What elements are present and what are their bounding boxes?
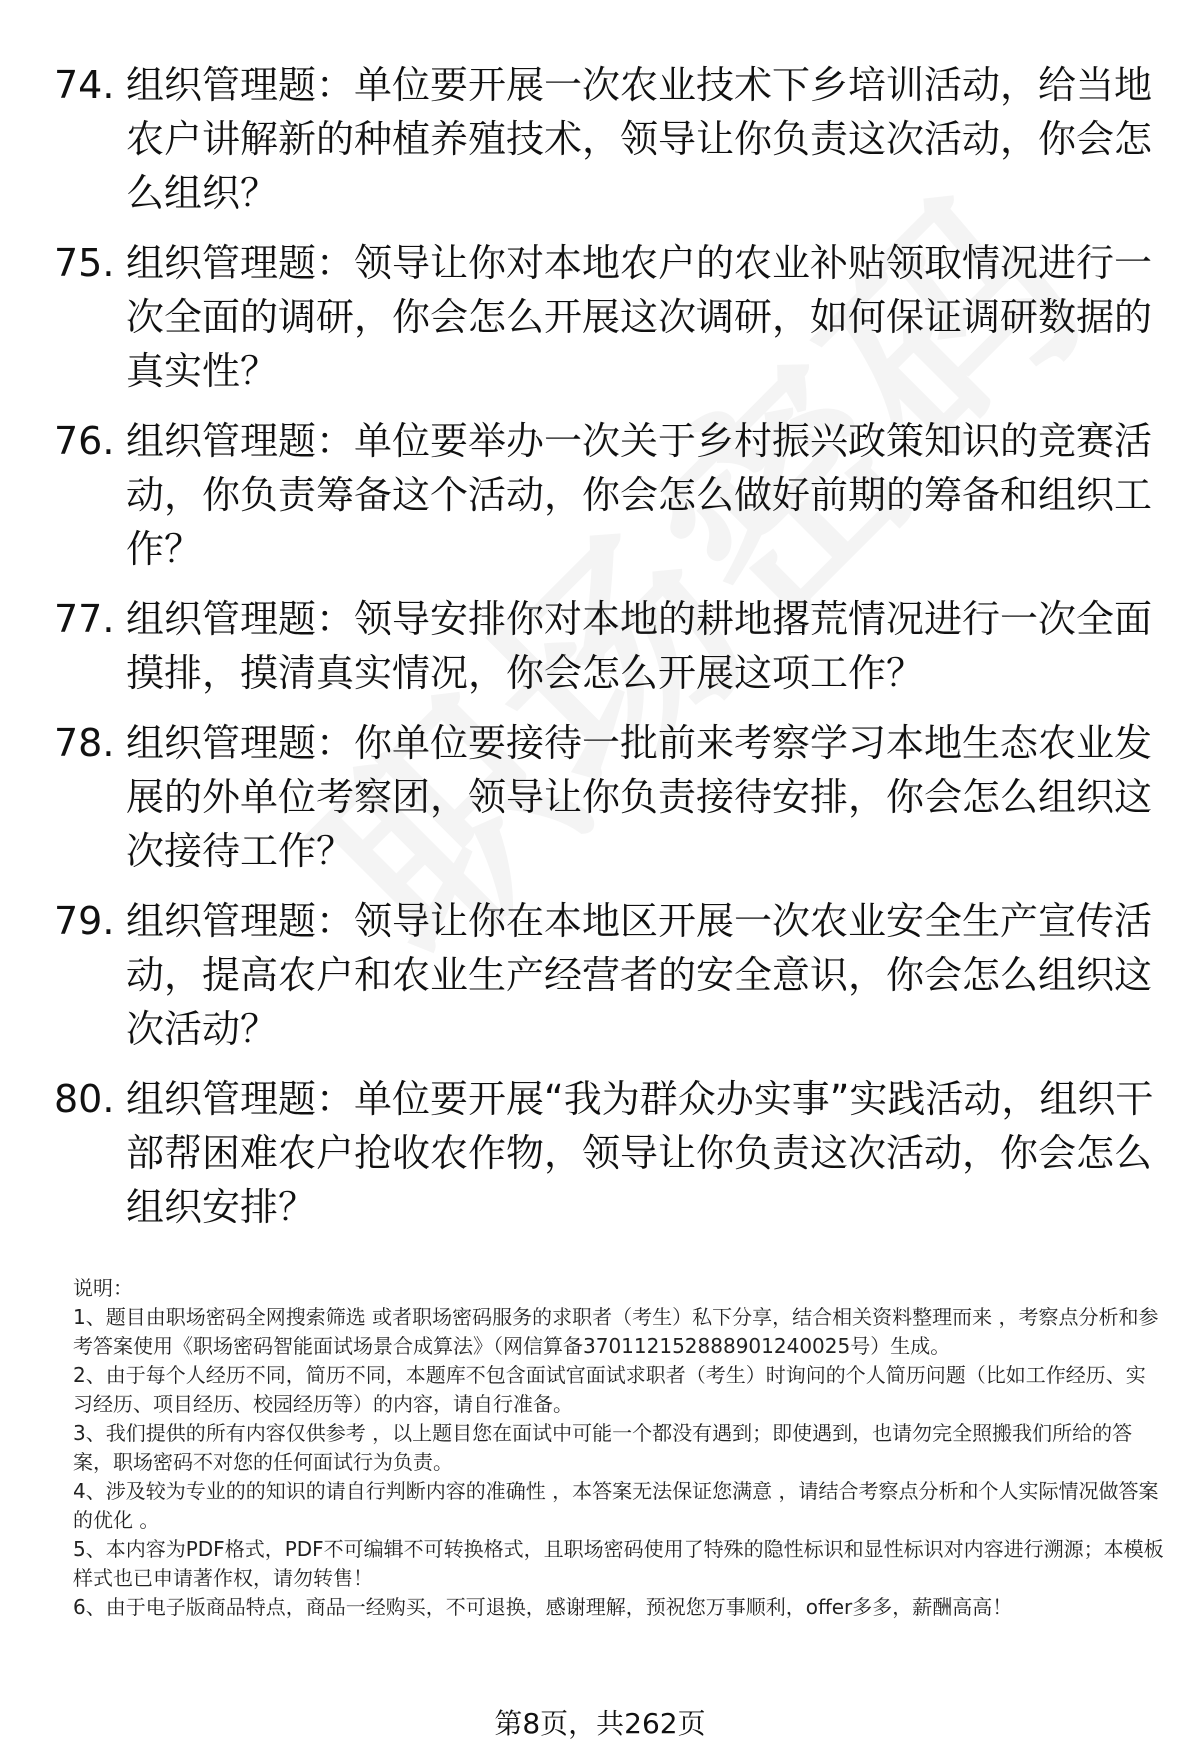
note-item: 5、本内容为PDF格式，PDF不可编辑不可转换格式，且职场密码使用了特殊的隐性标识和显性标识对内容进行溯源；本模板样式也已申请著作权，请勿转售！ (73, 1537, 1164, 1590)
note-item: 6、由于电子版商品特点，商品一经购买，不可退换，感谢理解，预祝您万事顺利，offer多多，薪酬高高！ (73, 1595, 1013, 1619)
question-item (50, 414, 1160, 576)
notes-section (73, 1274, 1165, 1622)
question-number: 80. (54, 1077, 115, 1121)
question-number: 74. (54, 63, 115, 107)
question-number: 76. (54, 419, 115, 463)
question-text: 组织管理题：单位要举办一次关于乡村振兴政策知识的竞赛活动，你负责筹备这个活动，你会怎么做好前期的筹备和组织工作？ (126, 419, 1153, 571)
note-item: 4、涉及较为专业的的知识的请自行判断内容的准确性 ，本答案无法保证您满意 ，请结合考察点分析和个人实际情况做答案的优化 。 (73, 1479, 1159, 1532)
note-item: 3、我们提供的所有内容仅供参考 ，以上题目您在面试中可能一个都没有遇到；即使遇到，也请勿完全照搬我们所给的答案，职场密码不对您的任何面试行为负责。 (73, 1421, 1133, 1474)
note-item: 2、由于每个人经历不同，简历不同，本题库不包含面试官面试求职者（考生）时询问的个人简历问题（比如工作经历、实习经历、项目经历、校园经历等）的内容，请自行准备。 (73, 1363, 1146, 1416)
question-text: 组织管理题：你单位要接待一批前来考察学习本地生态农业发展的外单位考察团，领导让你负责接待安排，你会怎么组织这次接待工作？ (126, 721, 1153, 873)
question-number: 75. (54, 241, 115, 285)
question-list (50, 58, 1160, 1250)
question-text: 组织管理题：领导让你在本地区开展一次农业安全生产宣传活动，提高农户和农业生产经营者的安全意识，你会怎么组织这次活动？ (126, 899, 1153, 1051)
question-text: 组织管理题：单位要开展“我为群众办实事”实践活动，组织干部帮困难农户抢收农作物，领导让你负责这次活动，你会怎么组织安排？ (126, 1077, 1154, 1229)
question-number: 79. (54, 899, 115, 943)
question-item (50, 716, 1160, 878)
question-item (50, 1072, 1160, 1234)
question-item (50, 58, 1160, 220)
question-number: 78. (54, 721, 115, 765)
question-number: 77. (54, 597, 115, 641)
notes-title: 说明： (73, 1276, 133, 1300)
page-number: 第8页，共262页 (494, 1707, 706, 1740)
question-text: 组织管理题：单位要开展一次农业技术下乡培训活动，给当地农户讲解新的种植养殖技术，领导让你负责这次活动，你会怎么组织？ (126, 63, 1153, 215)
note-item: 1、题目由职场密码全网搜索筛选 或者职场密码服务的求职者（考生）私下分享，结合相关资料整理而来 ，考察点分析和参考答案使用《职场密码智能面试场景合成算法》（网信算备370112152888901240025号）生成。 (73, 1305, 1159, 1358)
question-item (50, 894, 1160, 1056)
question-text: 组织管理题：领导让你对本地农户的农业补贴领取情况进行一次全面的调研，你会怎么开展这次调研，如何保证调研数据的真实性？ (126, 241, 1153, 393)
question-item (50, 236, 1160, 398)
question-text: 组织管理题：领导安排你对本地的耕地撂荒情况进行一次全面摸排，摸清真实情况，你会怎么开展这项工作？ (126, 597, 1153, 695)
question-item (50, 592, 1160, 700)
